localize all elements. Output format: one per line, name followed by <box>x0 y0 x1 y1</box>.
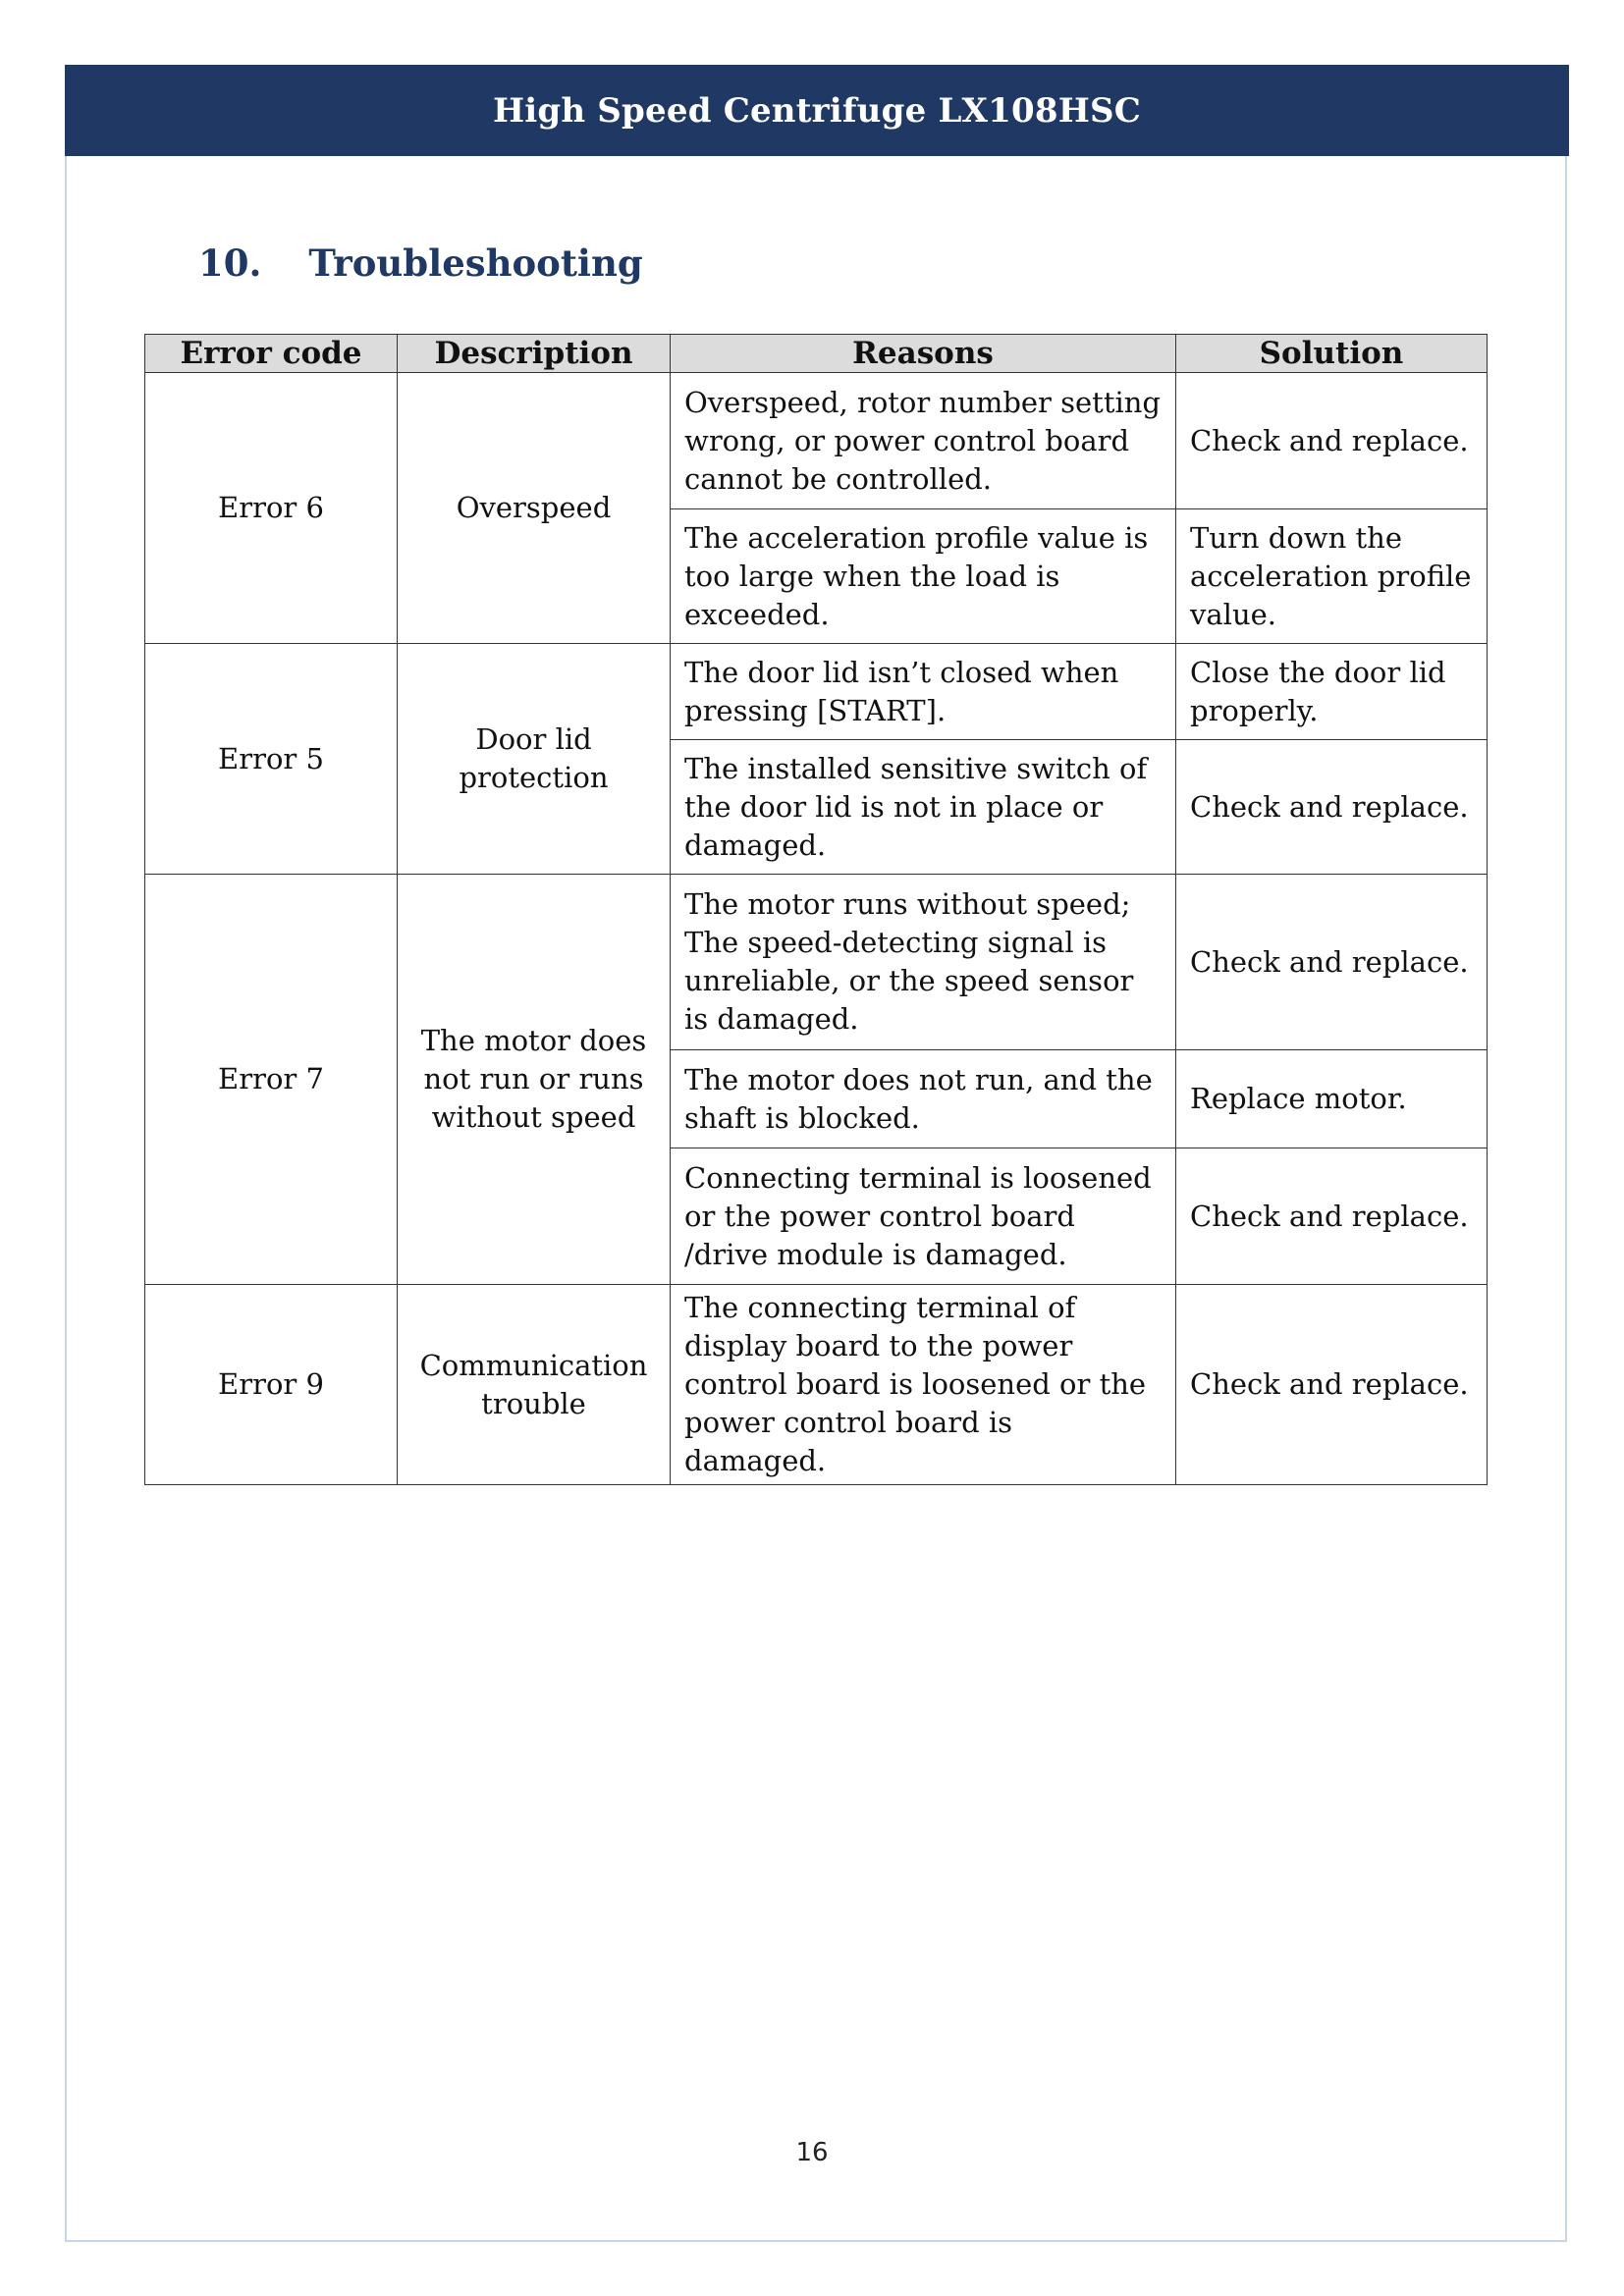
reason-cell: Connecting terminal is loosened or the power control board /drive module is damaged. <box>671 1148 1176 1285</box>
reason-cell: Overspeed, rotor number setting wrong, or power control board cannot be controlled. <box>671 373 1176 509</box>
section-heading <box>198 241 643 285</box>
reason-cell: The motor does not run, and the shaft is blocked. <box>671 1050 1176 1148</box>
table-row <box>145 875 1488 1050</box>
error-code-cell: Error 7 <box>145 875 398 1285</box>
error-code-cell: Error 9 <box>145 1285 398 1485</box>
reason-cell: The installed sensitive switch of the door lid is not in place or damaged. <box>671 740 1176 875</box>
section-number: 10. <box>198 241 262 285</box>
solution-cell: Turn down the acceleration profile value. <box>1176 509 1488 644</box>
column-header-error-code: Error code <box>145 335 398 373</box>
document-title: High Speed Centrifuge LX108HSC <box>492 90 1142 131</box>
description-cell: Door lid protection <box>398 644 671 875</box>
reason-cell: The door lid isn’t closed when pressing [START]. <box>671 644 1176 740</box>
error-code-cell: Error 5 <box>145 644 398 875</box>
solution-cell: Check and replace. <box>1176 1285 1488 1485</box>
column-header-solution: Solution <box>1176 335 1488 373</box>
error-code-cell: Error 6 <box>145 373 398 644</box>
column-header-reasons: Reasons <box>671 335 1176 373</box>
solution-cell: Replace motor. <box>1176 1050 1488 1148</box>
solution-cell: Check and replace. <box>1176 875 1488 1050</box>
page-number: 16 <box>795 2138 829 2167</box>
solution-cell: Check and replace. <box>1176 373 1488 509</box>
solution-cell: Close the door lid properly. <box>1176 644 1488 740</box>
document-header <box>65 65 1569 156</box>
column-header-description: Description <box>398 335 671 373</box>
troubleshooting-table <box>144 334 1488 1485</box>
table-row <box>145 1285 1488 1485</box>
description-cell: Overspeed <box>398 373 671 644</box>
reason-cell: The acceleration profile value is too large when the load is exceeded. <box>671 509 1176 644</box>
solution-cell: Check and replace. <box>1176 740 1488 875</box>
solution-cell: Check and replace. <box>1176 1148 1488 1285</box>
reason-cell: The motor runs without speed; The speed-detecting signal is unreliable, or the speed sensor is damaged. <box>671 875 1176 1050</box>
reason-cell: The connecting terminal of display board to the power control board is loosened or the power control board is damaged. <box>671 1285 1176 1485</box>
description-cell: The motor does not run or runs without speed <box>398 875 671 1285</box>
table-row <box>145 373 1488 509</box>
table-header-row <box>145 335 1488 373</box>
description-cell: Communication trouble <box>398 1285 671 1485</box>
table-row <box>145 644 1488 740</box>
section-title: Troubleshooting <box>308 241 643 285</box>
